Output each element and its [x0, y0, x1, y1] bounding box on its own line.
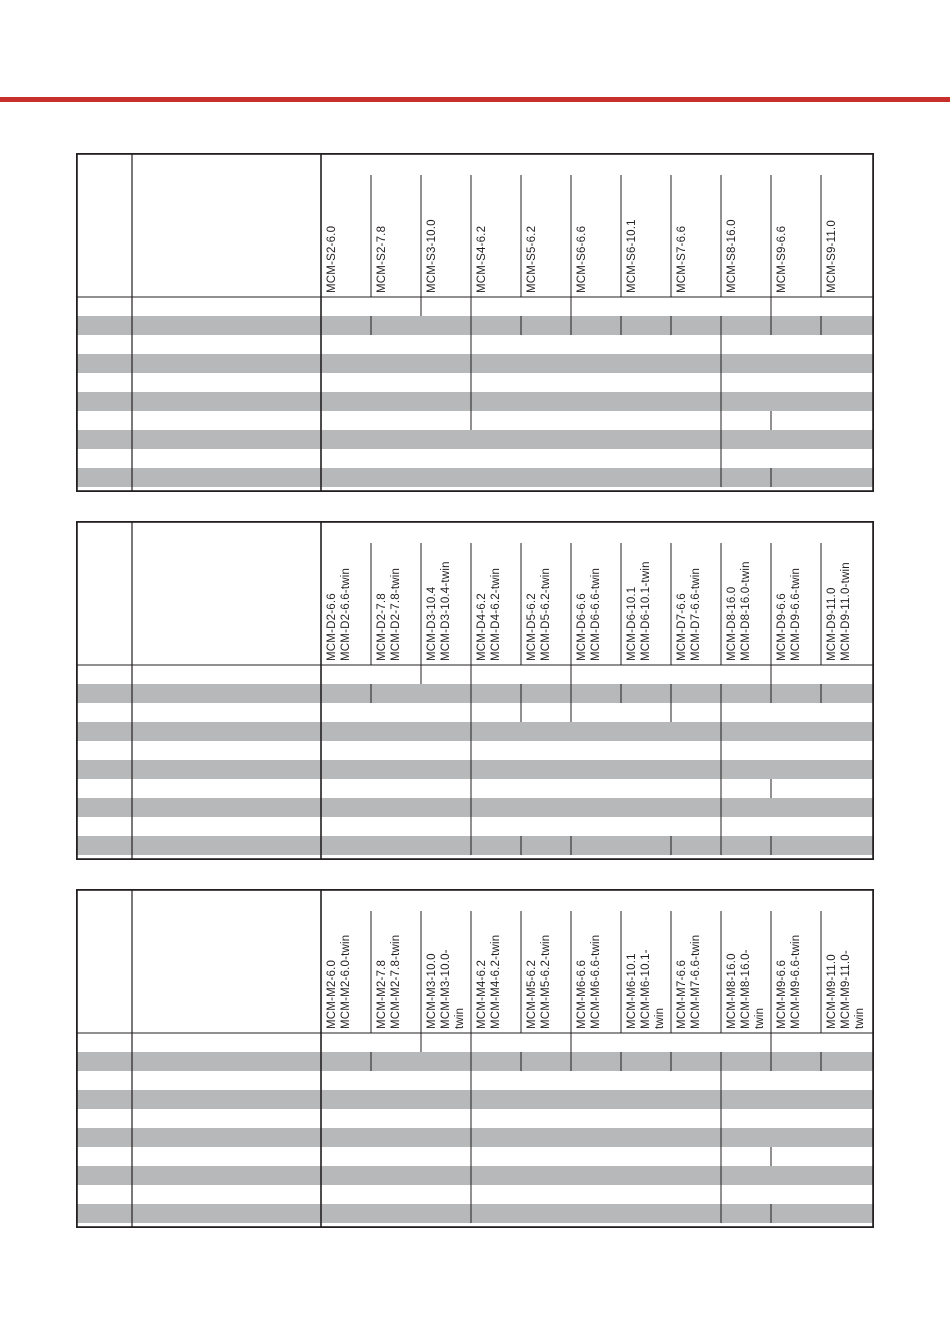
model-column-header [425, 515, 475, 665]
model-name-line: MCM-D9-11.0 [826, 587, 838, 661]
model-column-header [675, 147, 725, 297]
model-name-line: twin [754, 1007, 766, 1029]
model-name-label [375, 147, 389, 297]
model-name-label [375, 883, 403, 1033]
model-name-label [625, 515, 653, 665]
shaded-row [76, 1090, 874, 1109]
model-name-label [425, 515, 453, 665]
model-column-header [375, 147, 425, 297]
model-name-line: MCM-M2-7.8 [376, 959, 388, 1029]
model-name-line: MCM-S9-6.6 [776, 225, 788, 293]
model-name-line: MCM-M6-10.1- [640, 949, 652, 1029]
model-name-label [425, 147, 439, 297]
model-name-line: MCM-M9-6.6 [776, 959, 788, 1029]
model-name-label [825, 147, 839, 297]
model-name-line: MCM-M2-6.0 [326, 959, 338, 1029]
model-column-header [425, 883, 475, 1033]
model-column-header [525, 515, 575, 665]
model-name-line: MCM-S8-16.0 [726, 219, 738, 293]
model-name-line: MCM-D9-6.6-twin [790, 567, 802, 661]
model-name-label [725, 883, 767, 1033]
header-accent-rule [0, 97, 950, 102]
model-name-label [825, 883, 867, 1033]
model-name-label [325, 883, 353, 1033]
model-name-line: MCM-D3-10.4 [426, 586, 438, 661]
shaded-row [76, 468, 874, 487]
model-column-header [775, 883, 825, 1033]
model-name-line: MCM-M9-11.0- [840, 950, 852, 1029]
model-name-label [475, 147, 489, 297]
model-name-label [325, 515, 353, 665]
model-name-label [775, 515, 803, 665]
model-name-line: twin [454, 1007, 466, 1029]
model-name-line: MCM-D9-6.6 [776, 593, 788, 661]
model-column-header [725, 515, 775, 665]
model-column-header [825, 515, 875, 665]
model-column-header [675, 515, 725, 665]
model-name-line: twin [654, 1007, 666, 1029]
model-column-header [625, 883, 675, 1033]
model-column-header [475, 515, 525, 665]
model-name-line: MCM-S5-6.2 [526, 225, 538, 293]
model-column-header [825, 147, 875, 297]
shaded-row [76, 1128, 874, 1147]
model-name-line: MCM-M6-6.6-twin [590, 934, 602, 1029]
model-name-line: MCM-M7-6.6-twin [690, 934, 702, 1029]
model-column-header [525, 883, 575, 1033]
model-name-label [625, 883, 667, 1033]
model-column-header [375, 515, 425, 665]
model-column-header [425, 147, 475, 297]
model-name-line: MCM-D8-16.0-twin [740, 561, 752, 661]
model-name-line: MCM-S4-6.2 [476, 225, 488, 293]
model-name-line: MCM-M9-6.6-twin [790, 934, 802, 1029]
model-name-line: MCM-M9-11.0 [826, 954, 838, 1029]
model-column-header [775, 147, 825, 297]
model-name-label [425, 883, 467, 1033]
shaded-row [76, 1204, 874, 1223]
model-name-label [675, 515, 703, 665]
model-name-line: MCM-S9-11.0 [826, 220, 838, 293]
model-name-label [775, 147, 789, 297]
model-name-label [525, 147, 539, 297]
model-column-header [475, 883, 525, 1033]
model-name-line: MCM-M2-6.0-twin [340, 934, 352, 1029]
model-name-line: MCM-D6-6.6 [576, 593, 588, 661]
spec-table-dual [76, 521, 874, 860]
model-column-header [725, 883, 775, 1033]
model-column-header [625, 515, 675, 665]
model-name-label [525, 515, 553, 665]
shaded-row [76, 1166, 874, 1185]
model-column-header [575, 515, 625, 665]
model-name-line: MCM-D2-7.8 [376, 593, 388, 661]
model-column-header [325, 147, 375, 297]
model-name-label [325, 147, 339, 297]
model-column-header [575, 147, 625, 297]
shaded-row [76, 1052, 874, 1071]
model-name-line: MCM-D3-10.4-twin [440, 561, 452, 661]
model-name-line: MCM-S7-6.6 [676, 225, 688, 293]
model-name-line: MCM-M2-7.8-twin [390, 934, 402, 1029]
model-name-line: MCM-D4-6.2-twin [490, 567, 502, 661]
model-name-line: MCM-M6-10.1 [626, 953, 638, 1029]
model-name-label [675, 147, 689, 297]
model-name-label [625, 147, 639, 297]
model-name-label [375, 515, 403, 665]
model-name-line: MCM-D6-10.1 [626, 586, 638, 661]
model-column-header [525, 147, 575, 297]
model-name-line: MCM-S3-10.0 [426, 219, 438, 293]
model-name-line: MCM-D2-7.8-twin [390, 567, 402, 661]
model-name-line: MCM-D2-6.6-twin [340, 567, 352, 661]
model-name-line: MCM-D7-6.6-twin [690, 567, 702, 661]
model-column-header [775, 515, 825, 665]
model-name-line: MCM-S6-10.1 [626, 219, 638, 293]
model-name-line: MCM-D9-11.0-twin [840, 562, 852, 661]
model-name-line: MCM-D6-6.6-twin [590, 567, 602, 661]
model-name-label [575, 515, 603, 665]
model-name-line: MCM-S2-6.0 [326, 225, 338, 293]
model-name-line: MCM-D4-6.2 [476, 593, 488, 661]
model-name-line: MCM-D7-6.6 [676, 593, 688, 661]
shaded-row [76, 722, 874, 741]
model-name-line: MCM-M6-6.6 [576, 959, 588, 1029]
model-column-header [325, 515, 375, 665]
model-name-line: MCM-D2-6.6 [326, 593, 338, 661]
shaded-row [76, 354, 874, 373]
model-name-label [575, 883, 603, 1033]
model-column-header [625, 147, 675, 297]
model-name-label [825, 515, 853, 665]
model-name-line: MCM-M8-16.0 [726, 953, 738, 1029]
model-name-line: twin [854, 1007, 866, 1029]
model-column-header [325, 883, 375, 1033]
shaded-row [76, 760, 874, 779]
model-name-line: MCM-D8-16.0 [726, 586, 738, 661]
model-name-line: MCM-D5-6.2 [526, 593, 538, 661]
model-name-line: MCM-D5-6.2-twin [540, 567, 552, 661]
model-name-label [475, 883, 503, 1033]
model-column-header [375, 883, 425, 1033]
shaded-row [76, 798, 874, 817]
shaded-row [76, 316, 874, 335]
shaded-row [76, 836, 874, 855]
model-name-label [725, 515, 753, 665]
spec-table-single [76, 153, 874, 492]
model-name-line: MCM-S2-7.8 [376, 225, 388, 293]
model-name-line: MCM-M4-6.2-twin [490, 934, 502, 1029]
model-name-line: MCM-M7-6.6 [676, 959, 688, 1029]
model-column-header [725, 147, 775, 297]
model-name-line: MCM-M4-6.2 [476, 959, 488, 1029]
model-name-line: MCM-M3-10.0 [426, 953, 438, 1029]
model-name-label [525, 883, 553, 1033]
model-column-header [575, 883, 625, 1033]
model-column-header [675, 883, 725, 1033]
model-name-line: MCM-S6-6.6 [576, 225, 588, 293]
model-name-line: MCM-D6-10.1-twin [640, 561, 652, 661]
model-name-label [575, 147, 589, 297]
model-name-line: MCM-M5-6.2 [526, 959, 538, 1029]
model-name-line: MCM-M3-10.0- [440, 949, 452, 1029]
spec-table-multi [76, 889, 874, 1228]
model-name-label [675, 883, 703, 1033]
model-name-label [775, 883, 803, 1033]
model-name-label [475, 515, 503, 665]
model-column-header [825, 883, 875, 1033]
model-name-label [725, 147, 739, 297]
shaded-row [76, 684, 874, 703]
shaded-row [76, 392, 874, 411]
model-column-header [475, 147, 525, 297]
shaded-row [76, 430, 874, 449]
model-name-line: MCM-M5-6.2-twin [540, 934, 552, 1029]
model-name-line: MCM-M8-16.0- [740, 949, 752, 1029]
